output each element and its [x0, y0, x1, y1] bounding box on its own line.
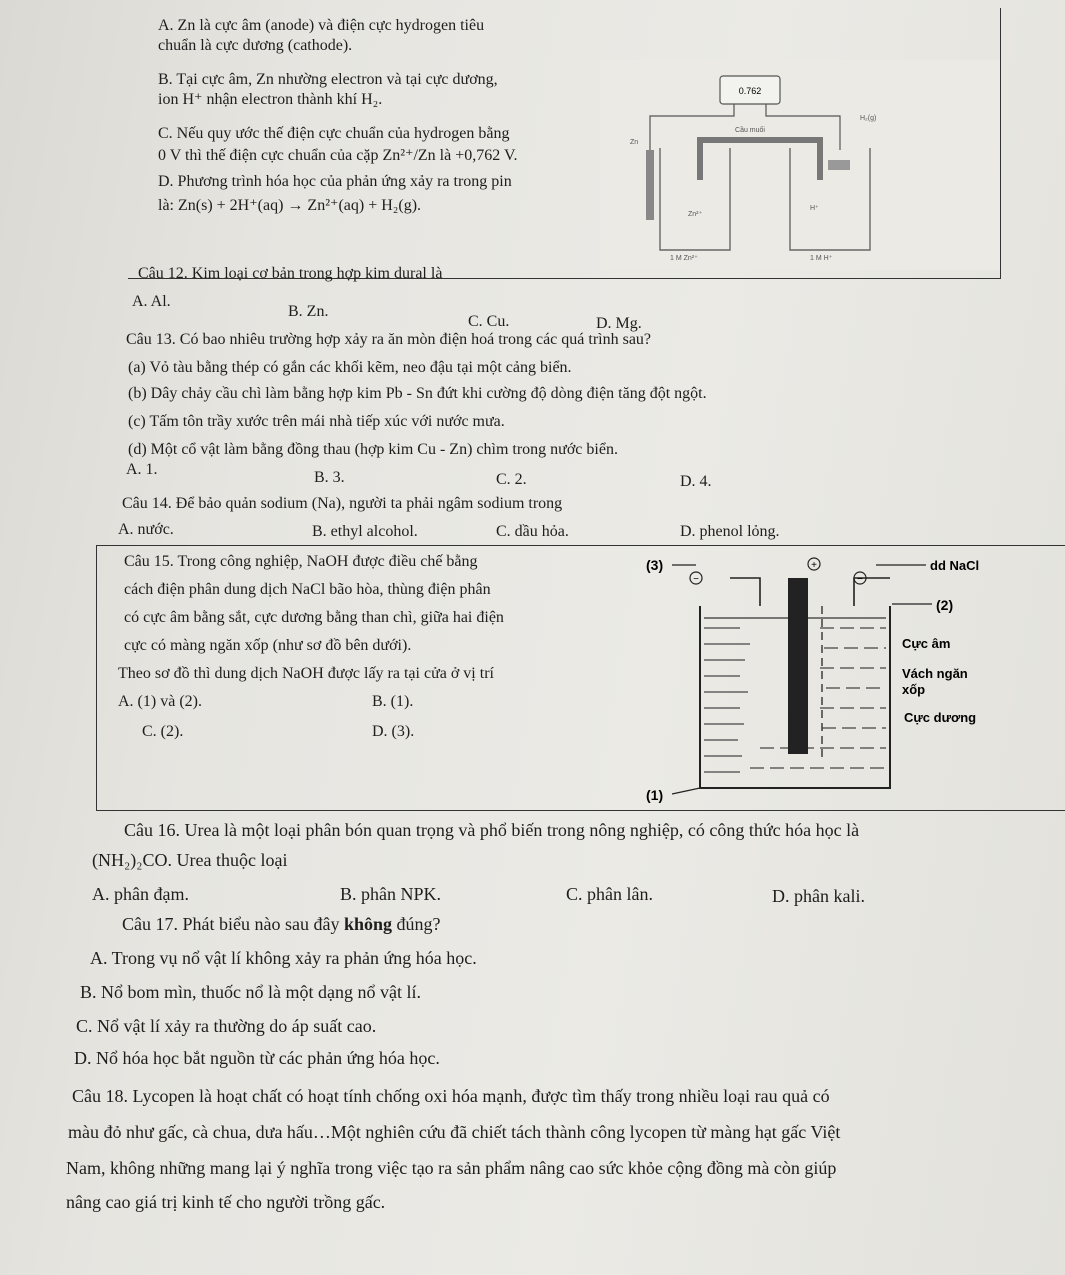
- q13-option-c: C. 2.: [496, 471, 527, 488]
- q13-option-b: B. 3.: [314, 469, 345, 486]
- q11-option-c: C. Nếu quy ước thế điện cực chuẩn của hydrogen bằng: [158, 125, 510, 142]
- electrolysis-diagram: [640, 548, 1040, 808]
- zn-electrode: [646, 150, 654, 220]
- q13-statement-d: (d) Một cổ vật làm bằng đồng thau (hợp kim Cu - Zn) chìm trong nước biển.: [128, 441, 618, 458]
- q13-option-d: D. 4.: [680, 473, 712, 490]
- right-solution-label: 1 M H⁺: [810, 255, 833, 262]
- q15-line-5: Theo sơ đồ thì dung dịch NaOH được lấy ra tại cửa ở vị trí: [118, 665, 494, 682]
- q16-option-a: A. phân đạm.: [92, 884, 189, 904]
- q18-line-2: màu đỏ như gấc, cà chua, dưa hấu…Một nghiên cứu đã chiết tách thành công lycopen từ màng hạt gấc Việt: [68, 1122, 841, 1142]
- left-solution-label: 1 M Zn²⁺: [670, 255, 698, 262]
- label-1: (1): [646, 787, 664, 803]
- q18-line-1: Câu 18. Lycopen là hoạt chất có hoạt tính chống oxi hóa mạnh, được tìm thấy trong nhiều loại rau quả có: [72, 1086, 830, 1106]
- q11-option-d: D. Phương trình hóa học của phản ứng xảy ra trong pin: [158, 173, 512, 190]
- q13-statement-b: (b) Dây chảy cầu chì làm bằng hợp kim Pb - Sn đứt khi cường độ dòng điện tăng đột ngột.: [128, 385, 707, 402]
- q13-stem: Câu 13. Có bao nhiêu trường hợp xảy ra ăn mòn điện hoá trong các quá trình sau?: [126, 331, 652, 348]
- q11-option-a: A. Zn là cực âm (anode) và điện cực hydrogen tiêu: [158, 17, 485, 34]
- q12-option-a: A. Al.: [132, 293, 171, 310]
- q15-line-3: có cực âm bằng sắt, cực dương bằng than chì, giữa hai điện: [124, 609, 504, 626]
- q15-line-4: cực có màng ngăn xốp (như sơ đồ bên dưới).: [124, 637, 412, 654]
- q12-option-c: C. Cu.: [468, 313, 510, 330]
- q17-option-b: B. Nổ bom mìn, thuốc nổ là một dạng nổ vật lí.: [80, 982, 421, 1002]
- q12-stem: Câu 12. Kim loại cơ bản trong hợp kim dural là: [138, 265, 443, 282]
- q17-option-c: C. Nổ vật lí xảy ra thường do áp suất cao.: [76, 1016, 377, 1036]
- galvanic-cell-diagram: [600, 60, 1000, 270]
- q15-option-a: A. (1) và (2).: [118, 693, 202, 710]
- q17-stem-bold: không: [343, 914, 393, 934]
- minus-sign-left: −: [693, 574, 699, 585]
- q16-option-c: C. phân lân.: [566, 884, 653, 904]
- q13-statement-c: (c) Tấm tôn trầy xước trên mái nhà tiếp xúc với nước mưa.: [128, 413, 505, 430]
- q11-option-d2: là: Zn(s) + 2H⁺(aq) → Zn²⁺(aq) + H₂(g).: [158, 197, 422, 214]
- arrow-1: [672, 788, 700, 794]
- h-plus-label: H⁺: [810, 205, 819, 212]
- cathode-label: Cực âm: [902, 636, 951, 651]
- solution-lines-right: [750, 628, 886, 768]
- q14-option-d: D. phenol lỏng.: [680, 523, 780, 540]
- pt-electrode: [828, 160, 850, 170]
- q14-option-c: C. dầu hỏa.: [496, 523, 569, 540]
- solution-lines: [704, 628, 750, 772]
- q18-line-3: Nam, không những mang lại ý nghĩa trong việc tạo ra sản phẩm nâng cao sức khỏe cộng đồng mà còn giúp: [66, 1158, 837, 1178]
- minus-sign-right: −: [857, 574, 863, 585]
- voltmeter-reading: 0.762: [738, 86, 762, 96]
- q14-stem: Câu 14. Để bảo quản sodium (Na), người ta phải ngâm sodium trong: [122, 495, 563, 512]
- q16-line-2: (NH₂)₂CO. Urea thuộc loại: [92, 850, 288, 870]
- q16-option-b: B. phân NPK.: [340, 884, 442, 904]
- membrane-label-2: xốp: [902, 682, 926, 697]
- q17-stem-pre: Câu 17. Phát biểu nào sau đây: [122, 914, 344, 934]
- q11-option-b: B. Tại cực âm, Zn nhường electron và tại cực dương,: [158, 71, 498, 88]
- q11-option-c2: 0 V thì thế điện cực chuẩn của cặp Zn²⁺/Zn là +0,762 V.: [158, 147, 518, 164]
- label-2: (2): [936, 597, 954, 613]
- q14-option-a: A. nước.: [118, 521, 174, 538]
- anode-label: Cực dương: [904, 710, 977, 725]
- label-3: (3): [646, 557, 664, 573]
- q11-option-a2: chuẩn là cực dương (cathode).: [158, 37, 353, 54]
- q17-option-d: D. Nổ hóa học bắt nguồn từ các phản ứng hóa học.: [74, 1048, 440, 1068]
- q13-option-a: A. 1.: [126, 461, 158, 478]
- q12-option-d: D. Mg.: [596, 315, 642, 332]
- q11-option-b2: ion H⁺ nhận electron thành khí H₂.: [158, 91, 383, 108]
- membrane-label: Vách ngăn: [902, 666, 968, 681]
- salt-bridge-label: Cầu muối: [735, 127, 765, 134]
- q15-option-c: C. (2).: [142, 723, 184, 740]
- nacl-label: dd NaCl: [930, 558, 980, 573]
- plus-sign: +: [811, 560, 817, 571]
- q14-option-b: B. ethyl alcohol.: [312, 523, 418, 540]
- q18-line-4: nâng cao giá trị kinh tế cho người trồng gấc.: [66, 1192, 386, 1212]
- electrode-leads: [730, 578, 890, 606]
- h2-label: H₂(g): [860, 115, 877, 122]
- cathode-bar: [788, 578, 808, 754]
- q17-stem: [122, 914, 441, 934]
- q16-line-1: Câu 16. Urea là một loại phân bón quan trọng và phổ biến trong nông nghiệp, có công thức hóa học là: [124, 820, 860, 840]
- q15-option-b: B. (1).: [372, 693, 414, 710]
- q15-line-1: Câu 15. Trong công nghiệp, NaOH được điều chế bằng: [124, 553, 478, 570]
- zn-label: Zn: [630, 139, 639, 146]
- q15-line-2: cách điện phân dung dịch NaCl bão hòa, thùng điện phân: [124, 581, 491, 598]
- q12-option-b: B. Zn.: [288, 303, 329, 320]
- q13-statement-a: (a) Vỏ tàu bằng thép có gắn các khối kẽm, neo đậu tại một cảng biển.: [128, 359, 572, 376]
- q15-option-d: D. (3).: [372, 723, 415, 740]
- q17-stem-post: đúng?: [392, 914, 441, 934]
- zn-ion-label: Zn²⁺: [688, 211, 703, 218]
- q17-option-a: A. Trong vụ nổ vật lí không xảy ra phản ứng hóa học.: [90, 948, 477, 968]
- q16-option-d: D. phân kali.: [772, 886, 865, 906]
